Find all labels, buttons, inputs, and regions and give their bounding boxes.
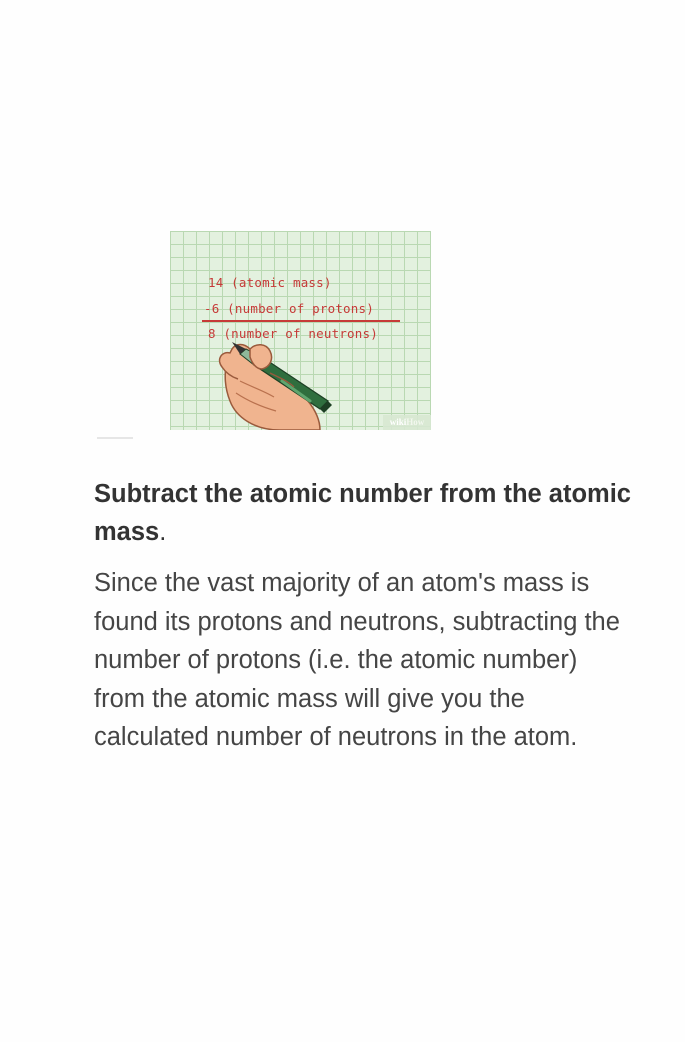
atomic-mass-line: 14 (atomic mass) <box>208 275 332 290</box>
step-illustration <box>170 231 431 430</box>
watermark-how: How <box>406 417 425 427</box>
protons-line: -6 (number of protons) <box>204 301 374 316</box>
step-description: Since the vast majority of an atom's mass is found its protons and neutrons, subtracting the number of protons (i.e. the atomic number) from the atomic mass will give you the calculated number of neutrons in the atom. <box>94 569 620 751</box>
step-heading-period: . <box>159 518 167 546</box>
hand-holding-pen-icon <box>170 231 431 430</box>
wikihow-watermark <box>383 415 431 430</box>
step-heading-text: Subtract the atomic number from the atomic mass <box>94 480 631 546</box>
watermark-wiki: wiki <box>389 417 407 427</box>
step-heading <box>94 475 634 551</box>
neutrons-line: 8 (number of neutrons) <box>208 326 378 341</box>
divider <box>97 437 133 439</box>
